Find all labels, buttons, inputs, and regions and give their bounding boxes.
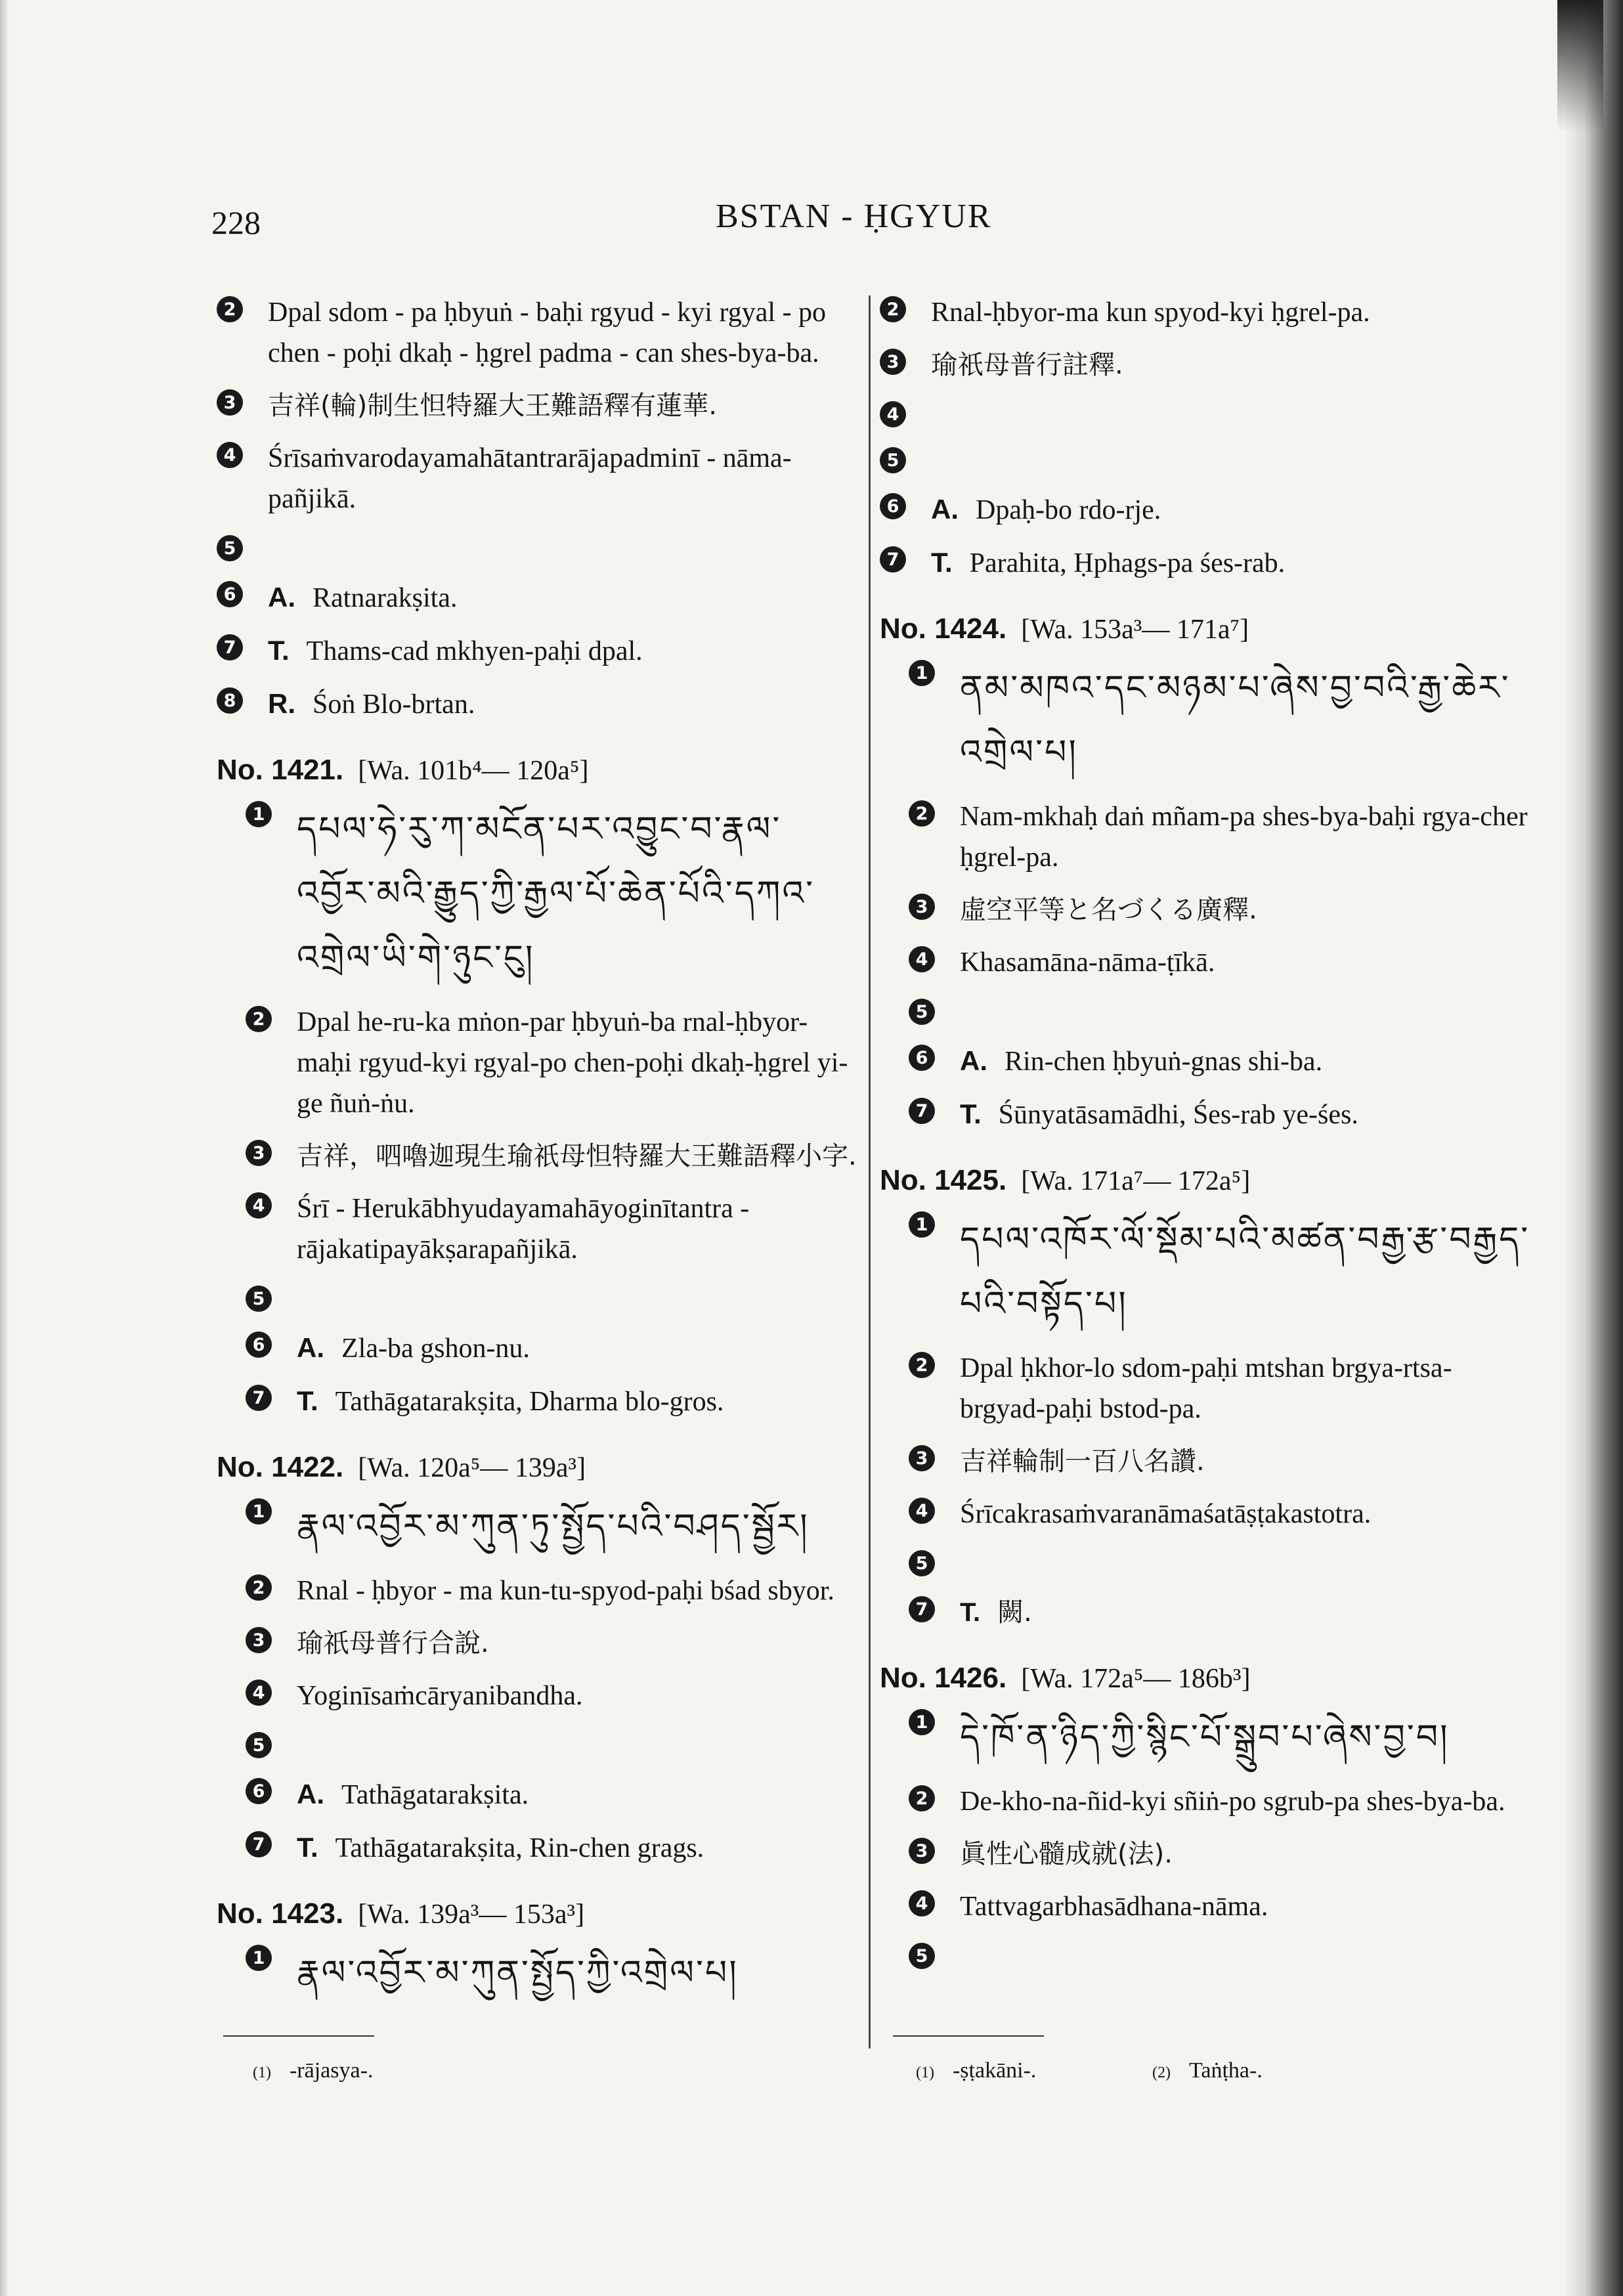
field-value: དེ་ཁོ་ན་ཉིད་ཀྱི་སྙིང་པོ་སྒྲུབ་པ་ཞེས་བྱ་བ།: [960, 1718, 1450, 1757]
field-value: 吉祥，呬嚕迦現生瑜祇母怛特羅大王難語釋小字.: [297, 1141, 857, 1171]
field-value: རྣལ་འབྱོར་མ་ཀུན་ཏུ་སྤྱོད་པའི་བཤད་སྦྱོར།: [297, 1507, 810, 1546]
field-value: རྣལ་འབྱོར་མ་ཀུན་སྤྱོད་ཀྱི་འགྲེལ་པ།: [297, 1953, 739, 1993]
role-label: A.: [268, 582, 295, 613]
field-value: Dpal ḥkhor-lo sdom-paḥi mtshan brgya-rtsa-brgyad-paḥi bstod-pa.: [960, 1353, 1452, 1424]
field-row: [246, 1676, 860, 1716]
field-text: [960, 796, 1536, 878]
footnote-text: -rājasya-.: [289, 2058, 374, 2083]
role-label: T.: [297, 1832, 318, 1863]
field-value: དཔལ་འཁོར་ལོ་སྡོམ་པའི་མཚན་བརྒྱ་རྩ་བརྒྱད་པའི་བསྟོད་པ།: [960, 1220, 1530, 1324]
field-row: [217, 292, 860, 374]
field-number-badge: 5: [246, 1732, 272, 1758]
field-text: [960, 1781, 1505, 1822]
field-value: Parahita, Ḥphags-pa śes-rab.: [969, 548, 1286, 578]
field-value: Yoginīsaṁcāryanibandha.: [297, 1681, 583, 1711]
field-value: Nam-mkhaḥ daṅ mñam-pa shes-bya-baḥi rgya-cher ḥgrel-pa.: [960, 802, 1528, 873]
entry-fields: [880, 656, 1536, 1135]
tibetan-title: [960, 1705, 1450, 1769]
field-row: [246, 1282, 860, 1316]
entry-folio-reference: [Wa. 101b⁴— 120a⁵]: [358, 756, 589, 786]
field-text: [960, 1094, 1358, 1135]
right-column: [880, 292, 1536, 1985]
field-row: [217, 630, 860, 672]
tibetan-title: [960, 656, 1536, 785]
field-text: [931, 542, 1285, 584]
field-number-badge: 3: [909, 1838, 935, 1864]
running-title: BSTAN - ḤGYUR: [716, 198, 992, 235]
field-number-badge: 6: [909, 1045, 935, 1071]
field-text: [960, 1592, 1032, 1633]
field-number-badge: 3: [909, 894, 935, 920]
footnote-mark: (1): [253, 2064, 271, 2081]
field-number-badge: 7: [217, 634, 243, 661]
field-value: Tattvagarbhasādhana-nāma.: [960, 1892, 1268, 1922]
field-row: [246, 1623, 860, 1664]
field-number-badge: 6: [246, 1332, 272, 1358]
entry-number: No. 1421.: [217, 754, 344, 786]
catalog-entry-header: [880, 613, 1536, 645]
entry-number: No. 1423.: [217, 1897, 344, 1930]
tibetan-title: [297, 1494, 810, 1559]
field-row: [246, 1002, 860, 1124]
field-row: [909, 1886, 1536, 1927]
field-row: [246, 1570, 860, 1611]
field-number-badge: 4: [909, 1890, 935, 1917]
field-number-badge: 1: [246, 1498, 272, 1525]
field-text: [297, 1570, 834, 1611]
footnote-text: Taṅṭha-.: [1188, 2058, 1263, 2083]
field-value: Dpaḥ-bo rdo-rje.: [976, 495, 1161, 525]
field-value: Tathāgatarakṣita, Dharma blo-gros.: [335, 1387, 724, 1417]
field-number-badge: 4: [217, 442, 243, 468]
field-number-badge: 1: [909, 1211, 935, 1238]
role-label: T.: [297, 1385, 318, 1416]
book-spine-corner: [1557, 0, 1603, 131]
field-number-badge: 2: [217, 296, 243, 322]
field-row: [880, 345, 1536, 385]
field-row: [909, 796, 1536, 878]
left-footnote: [253, 2058, 373, 2083]
field-text: [297, 1188, 860, 1270]
entry-folio-reference: [Wa. 139a³— 153a³]: [358, 1899, 585, 1930]
tibetan-title: [297, 797, 860, 990]
field-row: [246, 1941, 860, 2005]
right-footnote-1: [916, 2058, 1036, 2083]
field-row: [246, 1188, 860, 1270]
field-row: [880, 292, 1536, 333]
field-number-badge: 6: [246, 1778, 272, 1804]
field-text: [960, 1886, 1268, 1927]
field-row: [880, 443, 1536, 477]
field-text: [960, 890, 1257, 930]
field-row: [217, 438, 860, 519]
field-number-badge: 2: [246, 1574, 272, 1601]
field-value: Śrīsaṁvarodayamahātantrarājapadminī - nāma-pañjikā.: [268, 443, 792, 514]
field-number-badge: 1: [909, 1709, 935, 1735]
field-text: [297, 1136, 857, 1177]
field-text: [268, 630, 643, 672]
field-number-badge: 7: [880, 546, 906, 573]
field-text: [268, 438, 860, 519]
field-number-badge: 6: [880, 493, 906, 519]
field-number-badge: 7: [909, 1596, 935, 1622]
entry-folio-reference: [Wa. 120a⁵— 139a³]: [358, 1453, 586, 1483]
field-value: De-kho-na-ñid-kyi sñiṅ-po sgrub-pa shes-bya-ba.: [960, 1787, 1505, 1817]
footnote-mark: (1): [916, 2064, 934, 2081]
field-row: [909, 1041, 1536, 1082]
entry-folio-reference: [Wa. 172a⁵— 186b³]: [1021, 1664, 1251, 1694]
role-label: A.: [960, 1045, 987, 1076]
field-value: 吉祥輪制一百八名讚.: [960, 1446, 1205, 1477]
role-label: A.: [931, 494, 959, 525]
role-label: A.: [297, 1779, 324, 1809]
entry-fields: [217, 797, 860, 1422]
tibetan-title: [960, 1207, 1536, 1336]
field-number-badge: 2: [880, 296, 906, 322]
field-number-badge: 5: [909, 999, 935, 1025]
entry-fields: [217, 1941, 860, 2005]
field-number-badge: 4: [246, 1192, 272, 1219]
field-row: [909, 1939, 1536, 1973]
field-row: [217, 531, 860, 565]
field-number-badge: 5: [909, 1550, 935, 1576]
page-left-edge-shadow: [0, 0, 9, 2296]
field-row: [880, 489, 1536, 531]
field-number-badge: 4: [246, 1679, 272, 1706]
field-row: [909, 656, 1536, 785]
catalog-entry-header: [217, 754, 860, 787]
field-text: [297, 1774, 529, 1815]
entry-number: No. 1422.: [217, 1451, 344, 1483]
field-value: Tathāgatarakṣita, Rin-chen grags.: [335, 1833, 704, 1863]
field-row: [246, 1136, 860, 1177]
catalog-entry-header: [217, 1451, 860, 1484]
field-number-badge: 6: [217, 581, 243, 607]
entry-folio-reference: [Wa. 153a³— 171a⁷]: [1021, 615, 1249, 645]
field-text: [268, 385, 717, 426]
field-text: [268, 292, 860, 374]
field-number-badge: 7: [246, 1831, 272, 1857]
field-text: [268, 577, 457, 618]
field-row: [909, 1494, 1536, 1534]
field-row: [246, 1728, 860, 1762]
field-number-badge: 2: [246, 1006, 272, 1032]
field-number-badge: 4: [909, 1498, 935, 1524]
field-row: [217, 683, 860, 725]
field-row: [880, 397, 1536, 431]
field-row: [217, 577, 860, 618]
role-label: T.: [268, 635, 290, 666]
field-row: [246, 1774, 860, 1815]
field-number-badge: 3: [246, 1627, 272, 1653]
field-row: [909, 890, 1536, 930]
field-value: Khasamāna-nāma-ṭīkā.: [960, 947, 1215, 978]
left-footnote-rule: [223, 2035, 374, 2037]
field-row: [909, 1592, 1536, 1633]
entry-number: No. 1426.: [880, 1662, 1007, 1694]
role-label: R.: [268, 688, 295, 719]
field-row: [909, 1834, 1536, 1874]
field-row: [909, 1781, 1536, 1822]
field-number-badge: 1: [246, 801, 272, 827]
field-value: ནམ་མཁའ་དང་མཉམ་པ་ཞེས་བྱ་བའི་རྒྱ་ཆེར་འགྲེལ་པ།: [960, 668, 1511, 772]
field-number-badge: 5: [217, 535, 243, 561]
field-text: [931, 292, 1370, 333]
book-spine-shadow: [1564, 0, 1623, 2296]
field-value: 虛空平等と名づくる廣釋.: [960, 895, 1257, 925]
field-number-badge: 1: [246, 1945, 272, 1971]
field-text: [297, 1827, 704, 1869]
field-row: [909, 942, 1536, 983]
entry-fields: [880, 1705, 1536, 1973]
field-number-badge: 3: [246, 1140, 272, 1166]
field-text: [297, 1002, 860, 1124]
role-label: T.: [960, 1598, 981, 1627]
field-row: [909, 1546, 1536, 1580]
field-number-badge: 7: [909, 1098, 935, 1124]
field-text: [960, 942, 1215, 983]
field-text: [960, 1494, 1371, 1534]
role-label: T.: [931, 547, 953, 578]
field-number-badge: 4: [909, 946, 935, 972]
field-value: 瑜祇母普行註釋.: [931, 350, 1123, 380]
tibetan-title: [297, 1941, 739, 2005]
field-row: [909, 1207, 1536, 1336]
field-row: [909, 1348, 1536, 1429]
left-column: [217, 292, 860, 2017]
field-row: [880, 542, 1536, 584]
role-label: T.: [960, 1098, 982, 1129]
field-value: Dpal he-ru-ka mṅon-par ḥbyuṅ-ba rnal-ḥbyor-maḥi rgyud-kyi rgyal-po chen-poḥi dkaḥ-ḥgrel yi-ge ñuṅ-ṅu.: [297, 1007, 848, 1119]
field-text: [297, 1328, 530, 1369]
field-value: དཔལ་ཧེ་རུ་ཀ་མངོན་པར་འབྱུང་བ་རྣལ་འབྱོར་མའི་རྒྱུད་ཀྱི་རྒྱལ་པོ་ཆེན་པོའི་དཀའ་འགྲེལ་ཡི་གེ་ཉུང་ངུ།: [297, 810, 815, 978]
catalog-entry-header: [880, 1164, 1536, 1197]
field-value: Thams-cad mkhyen-paḥi dpal.: [306, 636, 643, 666]
field-number-badge: 2: [909, 1352, 935, 1378]
field-text: [931, 489, 1161, 531]
entry-fields: [880, 1207, 1536, 1633]
entry-number: No. 1425.: [880, 1164, 1007, 1196]
field-value: Śrī - Herukābhyudayamahāyoginītantra - rājakatipayākṣarapañjikā.: [297, 1194, 750, 1265]
field-number-badge: 5: [246, 1286, 272, 1312]
field-value: 瑜祇母普行合說.: [297, 1628, 489, 1658]
field-text: [297, 1676, 582, 1716]
field-row: [246, 797, 860, 990]
field-row: [246, 1827, 860, 1869]
field-number-badge: 7: [246, 1385, 272, 1411]
field-row: [217, 385, 860, 426]
field-text: [931, 345, 1123, 385]
field-row: [246, 1381, 860, 1422]
column-divider: [869, 295, 871, 2048]
field-number-badge: 1: [909, 660, 935, 686]
field-value: 闕.: [997, 1597, 1032, 1628]
entry-folio-reference: [Wa. 171a⁷— 172a⁵]: [1021, 1166, 1251, 1196]
field-number-badge: 4: [880, 401, 906, 427]
field-number-badge: 8: [217, 687, 243, 714]
field-text: [297, 1381, 724, 1422]
field-text: [960, 1348, 1536, 1429]
catalog-entry-header: [217, 1897, 860, 1930]
page-number: 228: [211, 204, 261, 241]
field-value: Dpal sdom - pa ḥbyuṅ - baḥi rgyud - kyi rgyal - po chen - poḥi dkaḥ - ḥgrel padma - can shes-bya-ba.: [268, 297, 826, 368]
entry-number: No. 1424.: [880, 613, 1007, 645]
field-number-badge: 3: [909, 1445, 935, 1471]
field-number-badge: 5: [880, 447, 906, 473]
field-value: Rnal-ḥbyor-ma kun spyod-kyi ḥgrel-pa.: [931, 297, 1370, 328]
field-number-badge: 3: [217, 389, 243, 416]
field-value: Tathāgatarakṣita.: [341, 1780, 529, 1810]
entry-fields: [217, 1494, 860, 1869]
field-value: Rin-chen ḥbyuṅ-gnas shi-ba.: [1005, 1047, 1323, 1077]
role-label: A.: [297, 1332, 324, 1363]
right-footnote-rule: [893, 2035, 1044, 2037]
field-text: [960, 1441, 1205, 1482]
field-row: [909, 1094, 1536, 1135]
field-value: Ratnarakṣita.: [313, 583, 458, 613]
field-row: [246, 1328, 860, 1369]
field-row: [909, 995, 1536, 1029]
field-value: 吉祥(輪)制生怛特羅大王難語釋有蓮華.: [268, 391, 717, 421]
field-text: [960, 1041, 1322, 1082]
right-footnote-2: [1152, 2058, 1263, 2083]
field-value: Rnal - ḥbyor - ma kun-tu-spyod-paḥi bśad sbyor.: [297, 1576, 834, 1606]
field-row: [246, 1494, 860, 1559]
footnote-text: -ṣṭakāni-.: [952, 2058, 1037, 2083]
field-text: [297, 1623, 489, 1664]
field-value: 眞性心髓成就(法).: [960, 1839, 1173, 1869]
field-value: Śrīcakrasaṁvaranāmaśatāṣṭakastotra.: [960, 1499, 1372, 1529]
field-value: Zla-ba gshon-nu.: [341, 1333, 530, 1364]
field-number-badge: 5: [909, 1943, 935, 1969]
field-value: Śūnyatāsamādhi, Śes-rab ye-śes.: [998, 1100, 1358, 1130]
catalog-entry-header: [880, 1662, 1536, 1695]
field-number-badge: 2: [909, 1785, 935, 1811]
field-number-badge: 2: [909, 800, 935, 827]
field-value: Śoṅ Blo-brtan.: [313, 689, 475, 720]
field-text: [268, 683, 475, 725]
field-row: [909, 1441, 1536, 1482]
field-row: [909, 1705, 1536, 1769]
field-text: [960, 1834, 1173, 1874]
footnote-mark: (2): [1152, 2064, 1171, 2081]
field-number-badge: 3: [880, 349, 906, 375]
